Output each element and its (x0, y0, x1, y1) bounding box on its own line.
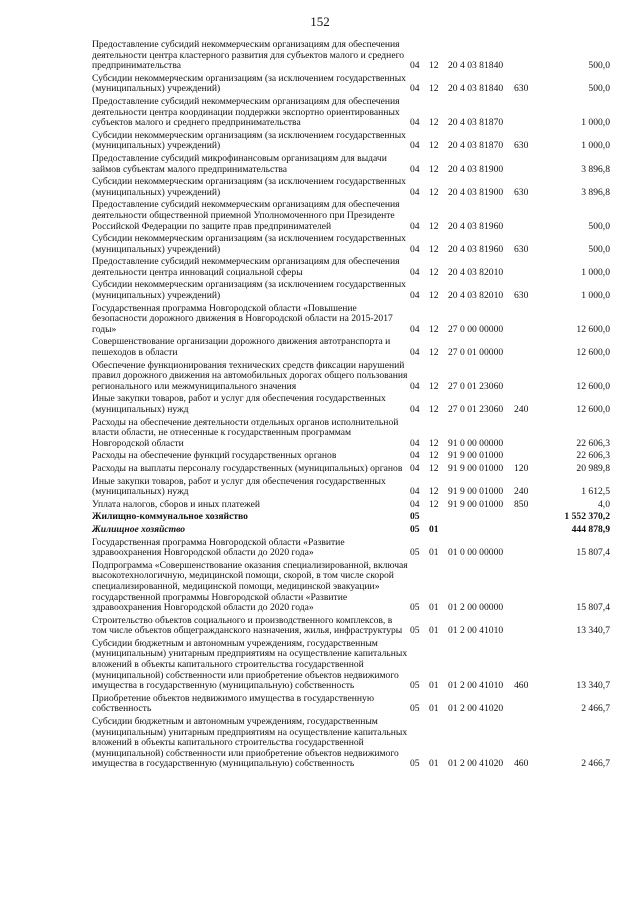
amount: 20 989,8 (576, 462, 610, 474)
subsection-code: 12 (429, 404, 439, 415)
target-article-code: 01 2 00 41020 (448, 758, 504, 770)
row-codes (410, 188, 610, 199)
amount: 1 000,0 (581, 290, 610, 302)
row-description: Совершенствование организации дорожного движения автотранспорта и пешеходов в области (92, 336, 391, 359)
expense-type-code: 120 (514, 462, 529, 474)
row-codes (410, 61, 610, 72)
section-code: 05 (410, 703, 420, 715)
amount: 22 606,3 (576, 450, 610, 462)
amount: 3 896,8 (581, 163, 610, 175)
table-row (92, 40, 610, 72)
section-code: 04 (410, 83, 420, 95)
row-codes (410, 245, 610, 256)
row-description: Предоставление субсидий некоммерческим организациям для обеспечения деятельности центра координации поддержки экспортно ориентированных субъектов малого и среднего предпринимательства (92, 95, 400, 129)
expense-type-code: 240 (514, 404, 529, 415)
row-codes (410, 325, 610, 336)
section-code: 05 (410, 511, 420, 523)
section-code: 04 (410, 323, 420, 335)
amount: 22 606,3 (576, 437, 610, 449)
table-row (92, 200, 610, 232)
table-row (92, 694, 610, 715)
row-codes (410, 141, 610, 152)
row-description: Иные закупки товаров, работ и услуг для обеспечения государственных (муниципальных) нужд (92, 393, 386, 415)
table-row (92, 361, 610, 393)
row-description: Субсидии некоммерческим организациям (за исключением государственных (муниципальных) учреждений) (92, 129, 406, 152)
amount: 500,0 (588, 83, 610, 95)
section-code: 04 (410, 498, 420, 510)
subsection-code: 12 (429, 323, 439, 335)
amount: 3 896,8 (581, 186, 610, 198)
table-row (92, 304, 610, 336)
amount: 12 600,0 (576, 404, 610, 415)
expense-type-code: 460 (514, 758, 529, 770)
amount: 13 340,7 (576, 680, 610, 692)
section-code: 05 (410, 547, 420, 559)
row-codes (410, 626, 610, 637)
section-code: 05 (410, 680, 420, 692)
row-description: Субсидии некоммерческим организациям (за исключением государственных (муниципальных) учреждений) (92, 72, 406, 95)
row-codes (410, 500, 610, 511)
target-article-code: 20 4 03 82010 (448, 290, 504, 302)
subsection-code: 12 (429, 186, 439, 198)
section-code: 04 (410, 220, 420, 232)
table-row (92, 561, 610, 614)
row-codes (410, 348, 610, 359)
target-article-code: 20 4 03 81900 (448, 186, 504, 198)
target-article-code: 20 4 03 81960 (448, 243, 504, 255)
page-number: 152 (310, 14, 330, 29)
subsection-code: 01 (429, 680, 439, 692)
section-code: 04 (410, 266, 420, 278)
amount: 1 000,0 (581, 140, 610, 152)
target-article-code: 20 4 03 81840 (448, 83, 504, 95)
row-description: Предоставление субсидий некоммерческим организациям для обеспечения деятельности общественной приемной Уполномоченного при Президенте Российской Федерации по защите прав предпринимателей (92, 199, 400, 232)
target-article-code: 01 2 00 41010 (448, 680, 504, 692)
budget-table (92, 40, 610, 772)
subsection-code: 12 (429, 163, 439, 175)
row-description: Субсидии бюджетным и автономным учреждениям, государственным (муниципальным) унитарным предприятиям на осуществление капитальных вложений в объекты капитального строительства государственной (муниципальной) собственности или приобретение объектов недвижимого имущества в государственную (муниципальную) собственность (92, 637, 408, 692)
subsection-code: 01 (429, 703, 439, 715)
table-row (92, 337, 610, 358)
row-description: Иные закупки товаров, работ и услуг для обеспечения государственных (муниципальных) нужд (92, 475, 386, 498)
amount: 1 000,0 (581, 266, 610, 278)
target-article-code: 27 0 00 00000 (448, 323, 504, 335)
row-codes (410, 118, 610, 129)
amount: 500,0 (588, 220, 610, 232)
row-codes (410, 268, 610, 279)
row-description: Уплата налогов, сборов и иных платежей (92, 498, 261, 510)
section-code: 04 (410, 163, 420, 175)
amount: 500,0 (588, 243, 610, 255)
row-description: Субсидии некоммерческим организациям (за исключением государственных (муниципальных) учреждений) (92, 233, 406, 255)
amount: 13 340,7 (576, 625, 610, 637)
expense-type-code: 240 (514, 486, 529, 498)
subsection-code: 12 (429, 437, 439, 449)
row-description: Государственная программа Новгородской области «Развитие здравоохранения Новгородской области до 2020 года» (92, 536, 345, 559)
target-article-code: 20 4 03 81960 (448, 220, 504, 232)
subsection-code: 12 (429, 450, 439, 462)
target-article-code: 91 9 00 01000 (448, 486, 504, 498)
target-article-code: 01 2 00 41010 (448, 625, 504, 637)
section-code: 04 (410, 140, 420, 152)
target-article-code: 20 4 03 81840 (448, 60, 504, 72)
section-code: 05 (410, 602, 420, 614)
row-description: Субсидии некоммерческим организациям (за исключением государственных (муниципальных) учреждений) (92, 176, 406, 198)
subsection-code: 12 (429, 462, 439, 474)
row-description: Жилищно-коммунальное хозяйство (92, 511, 248, 523)
section-code: 04 (410, 243, 420, 255)
target-article-code: 91 0 00 00000 (448, 437, 504, 449)
row-codes (410, 548, 610, 559)
row-codes (410, 681, 610, 692)
row-description: Расходы на обеспечение функций государственных органов (92, 450, 337, 462)
amount: 2 466,7 (581, 758, 610, 770)
section-code: 04 (410, 486, 420, 498)
amount: 15 807,4 (576, 547, 610, 559)
section-code: 05 (410, 523, 420, 535)
table-row (92, 500, 610, 511)
row-description: Приобретение объектов недвижимого имущества в государственную собственность (92, 692, 375, 715)
subsection-code: 12 (429, 290, 439, 302)
target-article-code: 20 4 03 81870 (448, 140, 504, 152)
target-article-code: 01 2 00 00000 (448, 602, 504, 614)
row-description: Государственная программа Новгородской области «Повышение безопасности дорожного движения в Новгородской области на 2015-2017 годы» (92, 302, 393, 335)
table-row (92, 234, 610, 255)
table-row (92, 74, 610, 95)
subsection-code: 01 (429, 625, 439, 637)
table-row (92, 177, 610, 198)
table-row (92, 525, 610, 536)
expense-type-code: 630 (514, 290, 529, 302)
row-description: Подпрограмма «Совершенствование оказания специализированной, включая высокотехнологичную, медицинской помощи, скорой, в том числе скорой специализированной, медицинской помощи, медицинской эвакуации» государственной программы Новгородской области «Развитие здравоохранения Новгородской области до 2020 года» (92, 559, 408, 614)
target-article-code: 27 0 01 23060 (448, 404, 504, 415)
row-codes (410, 603, 610, 614)
table-row (92, 280, 610, 301)
row-description: Субсидии бюджетным и автономным учреждениям, государственным (муниципальным) унитарным предприятиям на осуществление капитальных вложений в объекты капитального строительства государственной (муниципальной) собственности или приобретение объектов недвижимого имущества в государственную (муниципальную) собственность (92, 716, 408, 770)
expense-type-code: 630 (514, 186, 529, 198)
row-codes (410, 405, 610, 416)
row-description: Обеспечение функционирования технических средств фиксации нарушений правил дорожного движения на автомобильных дорогах общего пользования регионального или межмуниципального значения (92, 359, 408, 392)
amount: 444 878,9 (571, 523, 610, 535)
row-description: Предоставление субсидий некоммерческим организациям для обеспечения деятельности центра кластерного развития для субъектов малого и среднего предпринимательства (92, 39, 405, 72)
section-code: 04 (410, 450, 420, 462)
row-codes (410, 704, 610, 715)
table-row (92, 394, 610, 415)
section-code: 04 (410, 404, 420, 415)
section-code: 04 (410, 117, 420, 129)
table-row (92, 464, 610, 475)
row-codes (410, 84, 610, 95)
table-row (92, 451, 610, 462)
subsection-code: 12 (429, 60, 439, 72)
table-row (92, 512, 610, 523)
subsection-code: 12 (429, 243, 439, 255)
amount: 500,0 (588, 60, 610, 72)
expense-type-code: 630 (514, 140, 529, 152)
table-row (92, 477, 610, 498)
subsection-code: 01 (429, 523, 439, 535)
section-code: 05 (410, 758, 420, 770)
table-row (92, 639, 610, 692)
target-article-code: 91 9 00 01000 (448, 462, 504, 474)
subsection-code: 12 (429, 347, 439, 359)
target-article-code: 91 9 00 01000 (448, 450, 504, 462)
amount: 12 600,0 (576, 323, 610, 335)
row-codes (410, 451, 610, 462)
subsection-code: 12 (429, 220, 439, 232)
row-description: Жилищное хозяйство (92, 523, 186, 535)
row-description: Предоставление субсидий микрофинансовым организациям для выдачи займов субъектам малого предпринимательства (92, 152, 387, 175)
subsection-code: 01 (429, 758, 439, 770)
table-row (92, 418, 610, 450)
table-row (92, 154, 610, 175)
row-codes (410, 222, 610, 233)
section-code: 05 (410, 625, 420, 637)
table-row (92, 538, 610, 559)
row-codes (410, 464, 610, 475)
expense-type-code: 630 (514, 83, 529, 95)
target-article-code: 20 4 03 81900 (448, 163, 504, 175)
target-article-code: 27 0 01 23060 (448, 380, 504, 392)
subsection-code: 12 (429, 117, 439, 129)
amount: 4,0 (598, 498, 610, 510)
amount: 15 807,4 (576, 602, 610, 614)
table-row (92, 131, 610, 152)
target-article-code: 27 0 01 00000 (448, 347, 504, 359)
table-row (92, 616, 610, 637)
row-codes (410, 291, 610, 302)
section-code: 04 (410, 347, 420, 359)
amount: 2 466,7 (581, 703, 610, 715)
row-codes (410, 512, 610, 523)
table-row (92, 717, 610, 770)
row-codes (410, 439, 610, 450)
expense-type-code: 630 (514, 243, 529, 255)
target-article-code: 20 4 03 82010 (448, 266, 504, 278)
target-article-code: 20 4 03 81870 (448, 117, 504, 129)
amount: 1 000,0 (581, 117, 610, 129)
amount: 12 600,0 (576, 347, 610, 359)
subsection-code: 01 (429, 602, 439, 614)
amount: 12 600,0 (576, 380, 610, 392)
expense-type-code: 460 (514, 680, 529, 692)
row-codes (410, 487, 610, 498)
row-codes (410, 382, 610, 393)
subsection-code: 12 (429, 140, 439, 152)
subsection-code: 12 (429, 83, 439, 95)
row-description: Расходы на выплаты персоналу государственных (муниципальных) органов (92, 462, 403, 474)
amount: 1 552 370,2 (564, 511, 610, 523)
row-codes (410, 525, 610, 536)
row-codes (410, 759, 610, 770)
table-row (92, 97, 610, 129)
target-article-code: 01 0 00 00000 (448, 547, 504, 559)
section-code: 04 (410, 437, 420, 449)
subsection-code: 01 (429, 547, 439, 559)
row-codes (410, 165, 610, 176)
subsection-code: 12 (429, 380, 439, 392)
expense-type-code: 850 (514, 498, 529, 510)
section-code: 04 (410, 60, 420, 72)
subsection-code: 12 (429, 266, 439, 278)
target-article-code: 01 2 00 41020 (448, 703, 504, 715)
section-code: 04 (410, 462, 420, 474)
target-article-code: 91 9 00 01000 (448, 498, 504, 510)
table-row (92, 257, 610, 278)
section-code: 04 (410, 290, 420, 302)
row-description: Расходы на обеспечение деятельности отдельных органов исполнительной власти области, не отнесенные к государственным программам Новгородской области (92, 416, 399, 449)
section-code: 04 (410, 380, 420, 392)
row-description: Предоставление субсидий некоммерческим организациям для обеспечения деятельности центра инноваций социальной сферы (92, 256, 400, 278)
section-code: 04 (410, 186, 420, 198)
subsection-code: 12 (429, 498, 439, 510)
row-description: Субсидии некоммерческим организациям (за исключением государственных (муниципальных) учреждений) (92, 279, 406, 302)
row-description: Строительство объектов социального и производственного комплексов, в том числе объектов общегражданского назначения, жилья, инфраструктуры (92, 614, 403, 637)
amount: 1 612,5 (581, 486, 610, 498)
subsection-code: 12 (429, 486, 439, 498)
